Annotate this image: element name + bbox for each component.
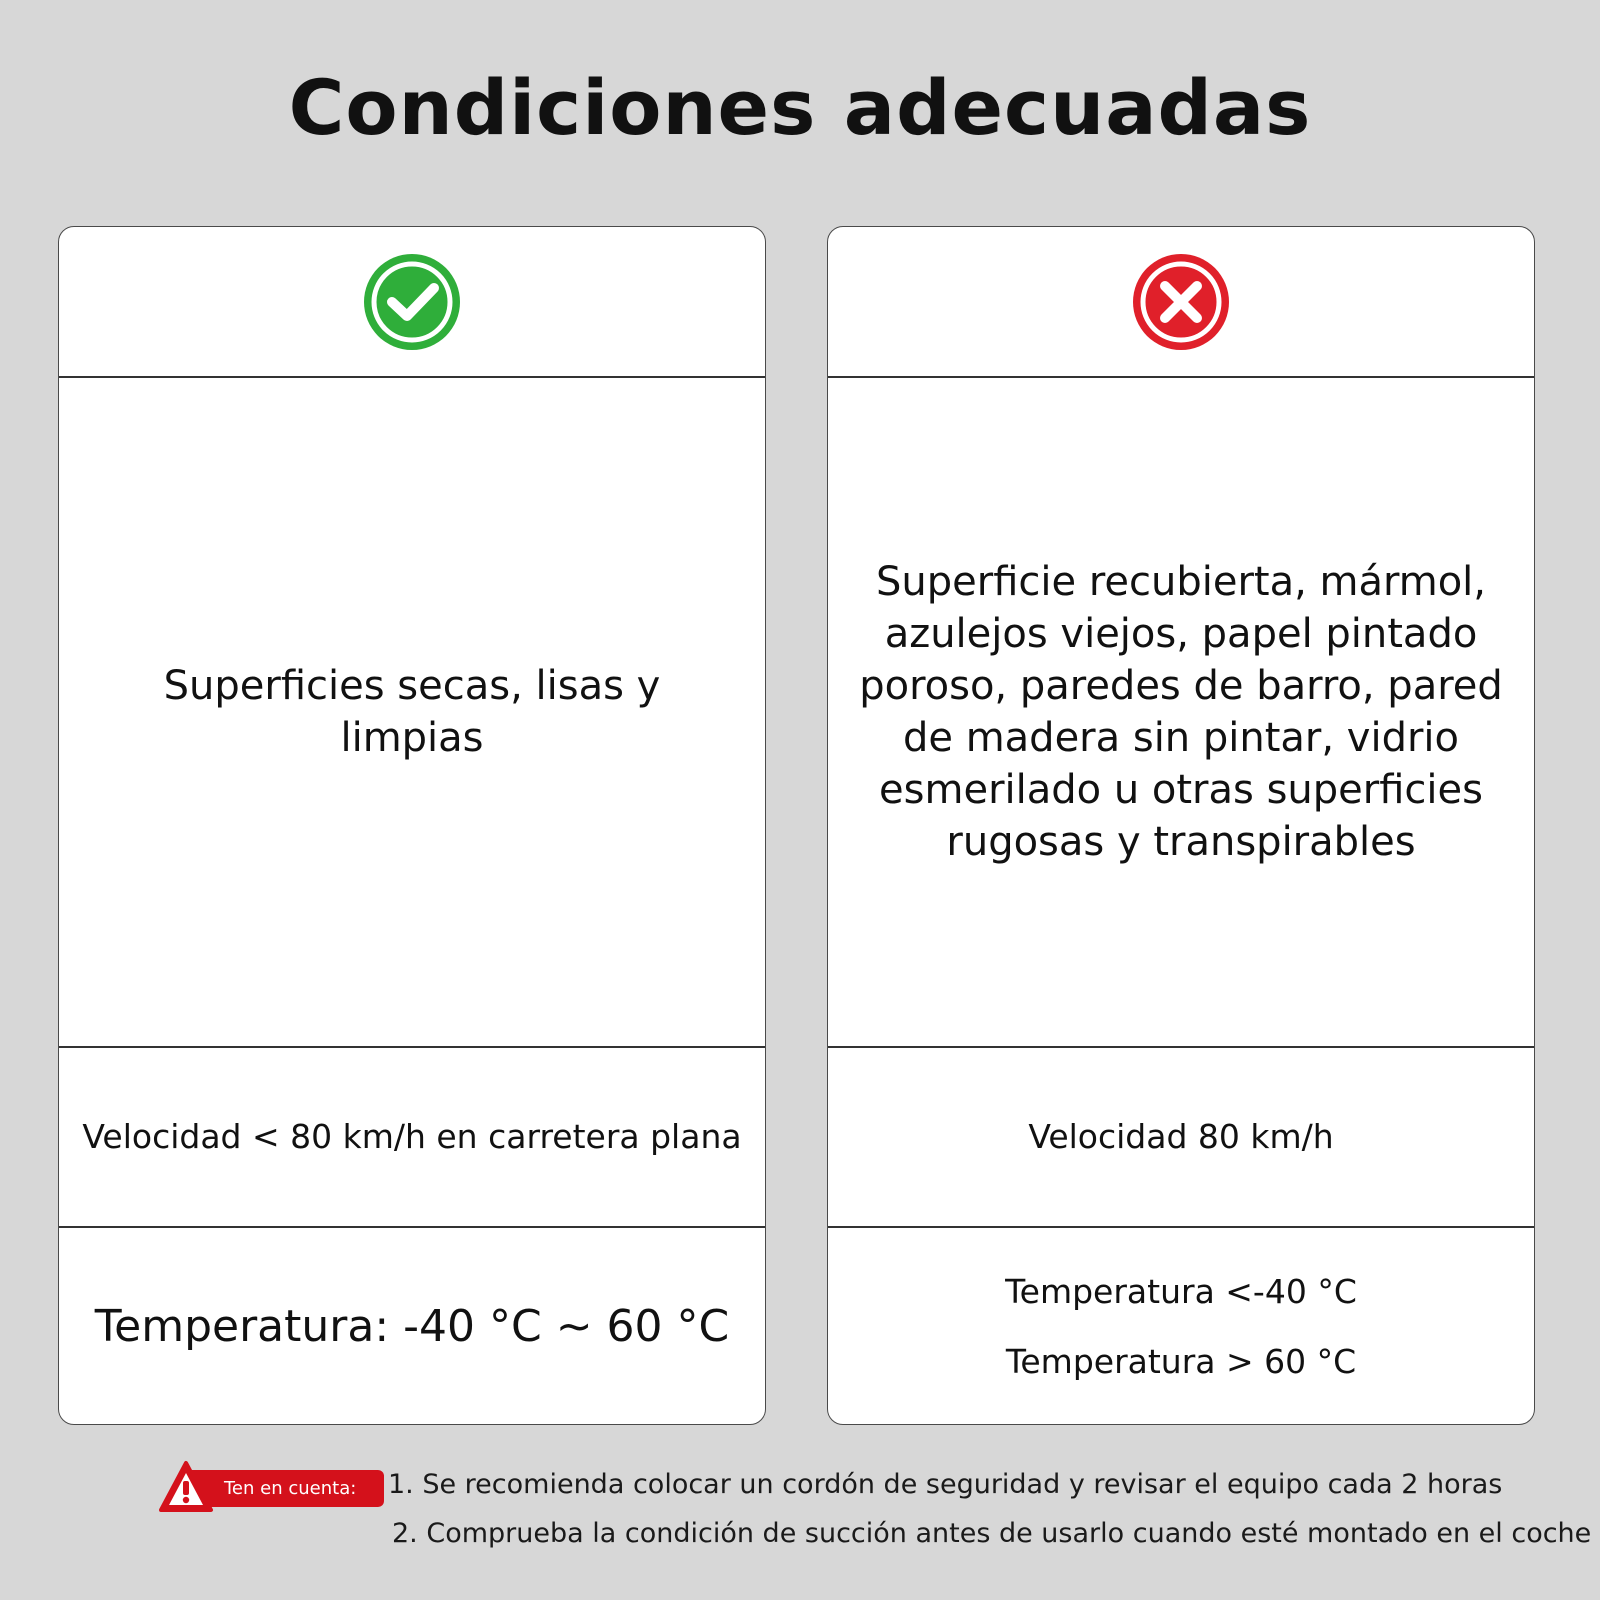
check-circle-icon bbox=[362, 252, 462, 352]
suitable-speed-row bbox=[59, 1048, 765, 1228]
unsuitable-icon-row bbox=[828, 227, 1534, 378]
unsuitable-surfaces-row bbox=[828, 378, 1534, 1048]
warning-triangle-icon bbox=[158, 1460, 214, 1518]
unsuitable-speed-text: Velocidad 80 km/h bbox=[1028, 1117, 1334, 1156]
notice bbox=[158, 1460, 1592, 1590]
suitable-conditions-card bbox=[58, 226, 766, 1425]
suitable-surfaces-row bbox=[59, 378, 765, 1048]
suitable-speed-text: Velocidad < 80 km/h en carretera plana bbox=[82, 1117, 742, 1156]
unsuitable-temperature-low: Temperatura <-40 °C bbox=[1005, 1272, 1357, 1311]
suitable-temperature-row bbox=[59, 1228, 765, 1425]
notice-label: Ten en cuenta: bbox=[224, 1478, 357, 1499]
notice-badge bbox=[158, 1460, 386, 1510]
suitable-surfaces-text: Superficies secas, lisas y limpias bbox=[163, 663, 661, 761]
unsuitable-temperature-high: Temperatura > 60 °C bbox=[1005, 1342, 1357, 1381]
suitable-temperature-text: Temperatura: -40 °C ~ 60 °C bbox=[94, 1301, 730, 1352]
x-circle-icon bbox=[1131, 252, 1231, 352]
unsuitable-speed-row bbox=[828, 1048, 1534, 1228]
unsuitable-conditions-card bbox=[827, 226, 1535, 1425]
page-title: Condiciones adecuadas bbox=[288, 63, 1312, 152]
unsuitable-surfaces-text: Superficie recubierta, mármol, azulejos viejos, papel pintado poroso, paredes de barro, pared de madera sin pintar, vidrio esmerilado u otras superficies rugosas y transpirables bbox=[859, 559, 1503, 865]
notice-item: 1. Se recomienda colocar un cordón de seguridad y revisar el equipo cada 2 horas bbox=[388, 1469, 1503, 1500]
suitable-icon-row bbox=[59, 227, 765, 378]
notice-item: 2. Comprueba la condición de succión antes de usarlo cuando esté montado en el coche bbox=[392, 1518, 1592, 1549]
unsuitable-temperature-row bbox=[828, 1228, 1534, 1425]
